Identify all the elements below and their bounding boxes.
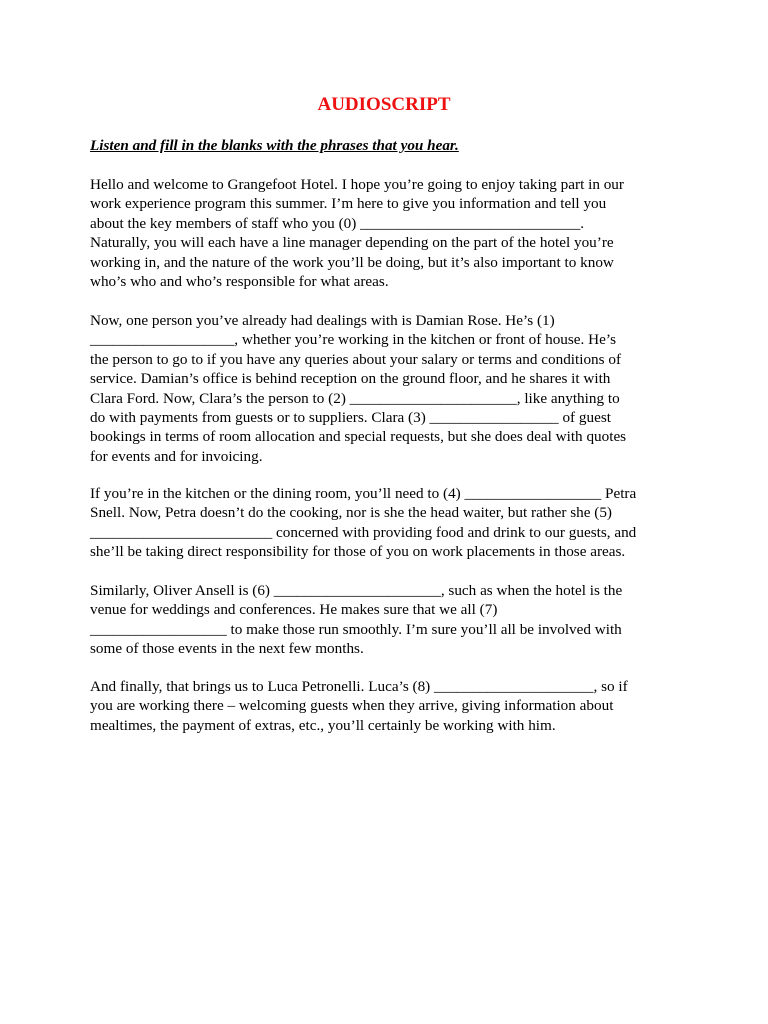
text-line: venue for weddings and conferences. He makes sure that we all (7) (90, 601, 498, 619)
text-line: If you’re in the kitchen or the dining room, you’ll need to (4) __________________ Petra (90, 485, 637, 502)
text-line: Naturally, you will each have a line manager depending on the part of the hotel you’re (90, 234, 614, 252)
paragraph-5 (90, 677, 628, 735)
text-line: Similarly, Oliver Ansell is (6) ______________________, such as when the hotel is the (90, 582, 623, 599)
text-line: work experience program this summer. I’m here to give you information and tell you (90, 195, 607, 213)
paragraph-3 (90, 484, 636, 562)
text-line: do with payments from guests or to suppliers. Clara (3) _________________ of guest (90, 409, 611, 427)
paragraph-1 (90, 175, 624, 291)
text-line: Now, one person you’ve already had dealings with is Damian Rose. He’s (1) (90, 312, 555, 329)
text-line: Snell. Now, Petra doesn’t do the cooking, nor is she the head waiter, but rather she (5) (90, 504, 612, 522)
text-line: ___________________, whether you’re working in the kitchen or front of house. He’s (90, 331, 616, 349)
text-line: service. Damian’s office is behind reception on the ground floor, and he shares it with (90, 370, 611, 388)
text-line: Clara Ford. Now, Clara’s the person to (2) ______________________, like anything to (90, 389, 620, 407)
text-line: working in, and the nature of the work you’ll be doing, but it’s also important to know (90, 253, 614, 271)
text-line: Hello and welcome to Grangefoot Hotel. I hope you’re going to enjoy taking part in our (90, 176, 624, 193)
paragraph-2 (90, 311, 626, 466)
text-line: some of those events in the next few months. (90, 640, 364, 658)
text-line: the person to go to if you have any queries about your salary or terms and conditions of (90, 350, 622, 368)
text-line: about the key members of staff who you (0) _____________________________. (90, 214, 585, 232)
text-line: ________________________ concerned with providing food and drink to our guests, and (90, 523, 637, 541)
text-line: who’s who and who’s responsible for what areas. (90, 273, 389, 291)
text-line: __________________ to make those run smoothly. I’m sure you’ll all be involved with (90, 620, 622, 638)
text-line: you are working there – welcoming guests when they arrive, giving information about (90, 697, 614, 715)
text-line: mealtimes, the payment of extras, etc., you’ll certainly be working with him. (90, 716, 556, 734)
text-line: And finally, that brings us to Luca Petronelli. Luca’s (8) _____________________, so if (90, 678, 628, 695)
instructions: Listen and fill in the blanks with the phrases that you hear. (90, 137, 459, 154)
paragraph-4 (90, 581, 622, 659)
text-line: bookings in terms of room allocation and special requests, but she does deal with quotes (90, 428, 627, 446)
text-line: she’ll be taking direct responsibility for those of you on work placements in those areas. (90, 543, 626, 561)
document-title: AUDIOSCRIPT (317, 94, 451, 115)
text-line: for events and for invoicing. (90, 447, 263, 465)
